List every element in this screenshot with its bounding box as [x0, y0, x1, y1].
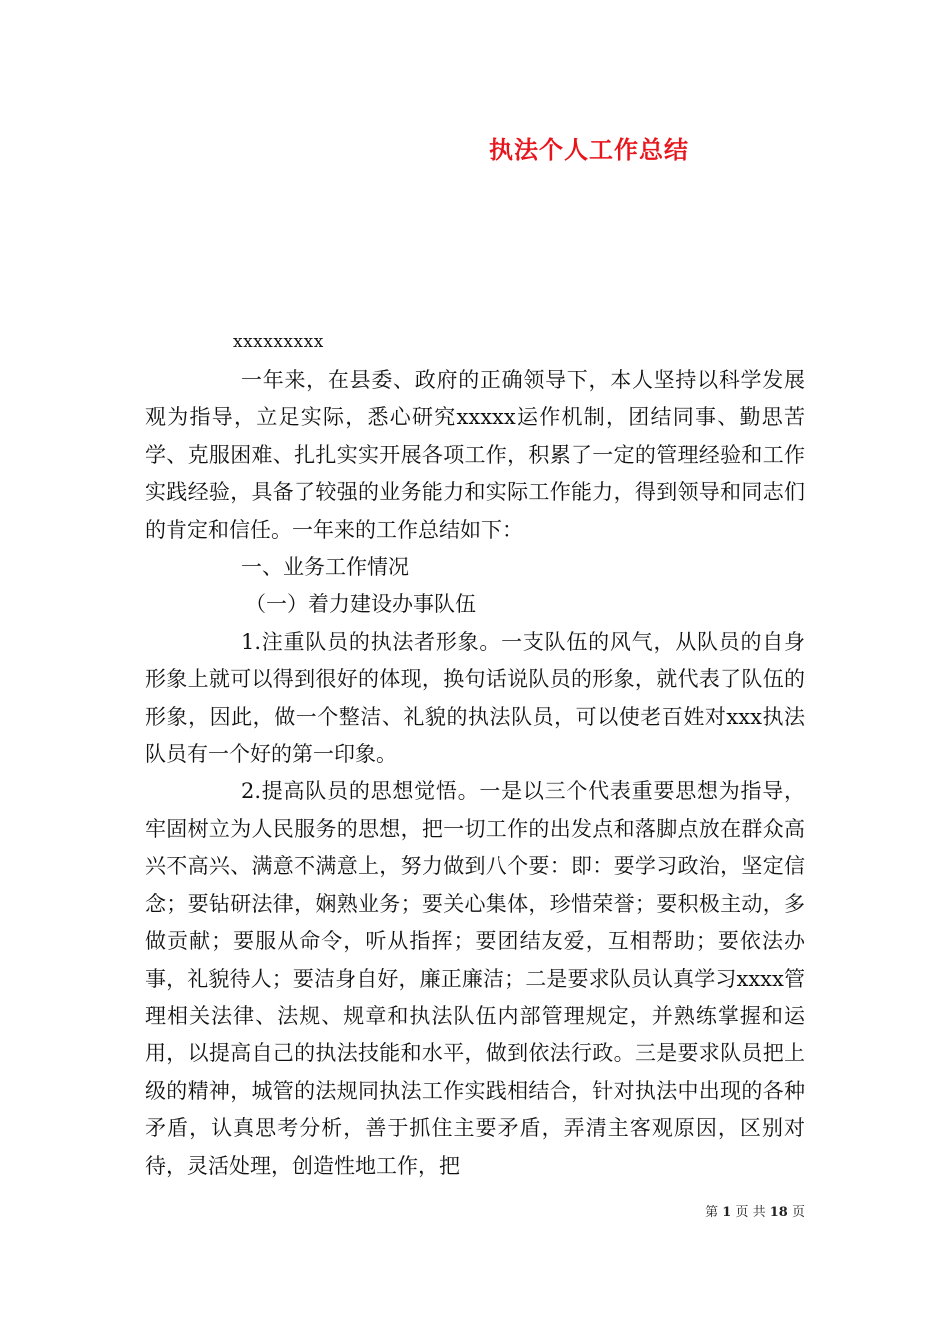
footer-prefix: 第: [705, 1205, 719, 1220]
section-heading: 一、业务工作情况: [241, 555, 409, 580]
paragraph-item-2: 2.提高队员的思想觉悟。一是以三个代表重要思想为指导，牢固树立为人民服务的思想，把一切工作的出发点和落脚点放在群众高兴不高兴、满意不满意上，努力做到八个要：即：要学习政治，坚定信念；要钻研法律，娴熟业务；要关心集体，珍惜荣誉；要积极主动，多做贡献；要服从命令，听从指挥；要团结友爱，互相帮助；要依法办事，礼貌待人；要洁身自好，廉正廉洁；二是要求队员认真学习xxxx管理相关法律、法规、规章和执法队伍内部管理规定，并熟练掌握和运用，以提高自己的执法技能和水平，做到依法行政。三是要求队员把上级的精神，城管的法规同执法工作实践相结合，针对执法中出现的各种矛盾，认真思考分析，善于抓住主要矛盾，弄清主客观原因，区别对待，灵活处理，创造性地工作，把: [145, 779, 805, 1178]
footer-middle: 页 共: [735, 1205, 766, 1220]
document-body: [145, 362, 805, 1185]
footer-total-pages: 18: [769, 1205, 788, 1220]
recipient-line: xxxxxxxxx: [233, 332, 324, 352]
page-footer: [705, 1204, 805, 1222]
paragraph-item-1: 1.注重队员的执法者形象。一支队伍的风气，从队员的自身形象上就可以得到很好的体现，换句话说队员的形象，就代表了队伍的形象，因此，做一个整洁、礼貌的执法队员，可以使老百姓对xxx执法队员有一个好的第一印象。: [145, 629, 805, 767]
paragraph-intro: 一年来，在县委、政府的正确领导下，本人坚持以科学发展观为指导，立足实际，悉心研究xxxxx运作机制，团结同事、勤思苦学、克服困难、扎扎实实开展各项工作，积累了一定的管理经验和工作实践经验，具备了较强的业务能力和实际工作能力，得到领导和同志们的肯定和信任。一年来的工作总结如下：: [145, 368, 805, 542]
footer-suffix: 页: [791, 1205, 805, 1220]
document-title: 执法个人工作总结: [489, 135, 689, 164]
subsection-heading: （一）着力建设办事队伍: [245, 592, 476, 617]
footer-current-page: 1: [722, 1205, 732, 1220]
